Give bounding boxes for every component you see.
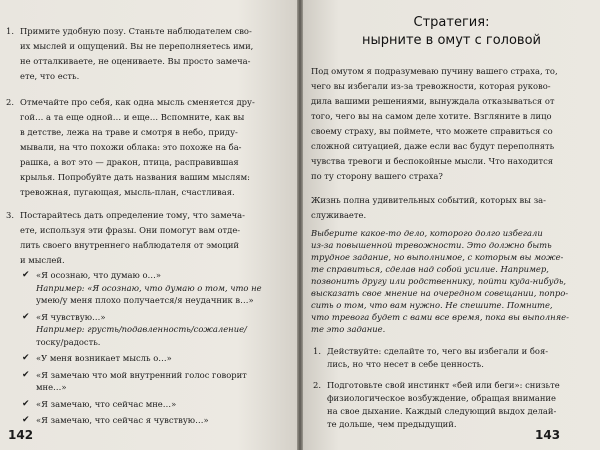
left-item1-number: 1.	[6, 26, 14, 36]
text-line: ете, используя эти фразы. Они помогут вам отде-	[20, 225, 241, 235]
text-line: умею/у меня плохо получается/я неудачник в…»	[36, 295, 254, 305]
text-line: «Я замечаю что мой внутренний голос говорит	[36, 369, 247, 380]
check-icon: ✔	[22, 270, 30, 280]
text-line: Под омутом я подразумеваю пучину вашего страха, то,	[311, 66, 558, 76]
text-line: «Я замечаю, что сейчас я чувствую…»	[36, 415, 209, 425]
text-line: рашка, а вот это — дракон, птица, расправившая	[20, 157, 239, 167]
text-line: Подготовьте свой инстинкт «бей или беги»: снизьте	[327, 380, 560, 390]
text-line: ете, что есть.	[20, 71, 80, 81]
text-line: их мыслей и ощущений. Вы не переполняетесь ими,	[20, 41, 254, 51]
text-line: «Я замечаю, что сейчас мне…»	[36, 398, 177, 409]
page-number: 143	[535, 428, 561, 442]
text-line: те дольше, чем предыдущий.	[327, 419, 457, 429]
check-icon: ✔	[22, 369, 30, 380]
text-line: на свое дыхание. Каждый следующий выдох делай-	[327, 406, 557, 416]
check-icon: ✔	[22, 353, 30, 363]
text-line: тоску/радость.	[36, 336, 101, 347]
check-icon: ✔	[22, 311, 30, 322]
text-line: лить своего внутреннего наблюдателя от эмоций	[20, 240, 240, 250]
text-line: чего вы избегали из-за тревожности, которая руково-	[311, 81, 551, 91]
text-line: «У меня возникает мысль о…»	[36, 353, 172, 363]
left-item2-number: 2.	[6, 97, 14, 107]
text-line: позвонить другу или родственнику, пойти куда-нибудь,	[311, 276, 567, 286]
text-line: своему страху, вы поймете, что можете справиться со	[311, 126, 553, 136]
text-line: трудное задание, но выполнимое, с которым вы може-	[311, 252, 564, 262]
text-line: Действуйте: сделайте то, чего вы избегали и боя-	[327, 346, 549, 356]
text-line: того, чего вы на самом деле хотите. Взгляните в лицо	[311, 111, 552, 121]
text-line: физиологическое возбуждение, обращая внимание	[327, 393, 556, 403]
text-line: лись, но что несет в себе ценность.	[327, 359, 484, 369]
text-line: крылья. Попробуйте дать названия вашим мыслям:	[20, 172, 250, 182]
section-title-line2: нырните в омут с головой	[361, 33, 541, 48]
right-item2-number: 2.	[313, 380, 321, 390]
text-line: в детстве, лежа на траве и смотря в небо, приду-	[20, 127, 238, 137]
check-icon: ✔	[22, 415, 30, 425]
text-line: сложной ситуацией, даже если вас будут переполнять	[311, 141, 555, 151]
text-line: чувства тревоги и беспокойные мысли. Что находится	[311, 156, 554, 166]
text-line: Постарайтесь дать определение тому, что замеча-	[20, 210, 245, 220]
text-line: не отталкиваете, не оцениваете. Вы просто замеча-	[20, 56, 251, 66]
text-line: высказать свое мнение на очередном совещании, попро-	[311, 288, 569, 298]
section-title-line1: Стратегия:	[413, 15, 490, 30]
text-line: что тревога будет с вами все время, пока вы выполняе-	[311, 312, 569, 322]
text-line: Выберите какое-то дело, которого долго избегали	[311, 228, 543, 238]
text-line: служиваете.	[311, 210, 367, 220]
text-line: Например: грусть/подавленность/сожаление/	[36, 324, 247, 334]
text-line: Отмечайте про себя, как одна мысль сменяется дру-	[20, 97, 255, 107]
text-line: по ту сторону вашего страха?	[311, 171, 443, 181]
left-item3-number: 3.	[6, 210, 14, 220]
text-line: те справиться, сделав над собой усилие. Например,	[311, 264, 549, 274]
text-line: те это задание.	[311, 324, 386, 334]
text-line: из-за повышенной тревожности. Это должно быть	[311, 240, 552, 250]
right-page	[303, 0, 600, 450]
left-page	[0, 0, 297, 450]
right-item1-number: 1.	[313, 346, 321, 356]
text-line: мне…»	[36, 382, 67, 392]
text-line: сить о том, что вам нужно. Не спешите. Помните,	[311, 300, 553, 310]
text-line: тревожная, пугающая, мысль-план, счастливая.	[20, 187, 235, 197]
text-line: дила вашими решениями, вынуждала отказываться от	[311, 96, 555, 106]
text-line: мывали, на что похожи облака: это похоже на ба-	[20, 142, 242, 152]
check-icon: ✔	[22, 398, 30, 409]
text-line: гой… а та еще одной… и еще… Вспомните, как вы	[20, 112, 245, 122]
text-line: Например: «Я осознаю, что думаю о том, что не	[36, 282, 262, 293]
page-number: 142	[8, 428, 34, 442]
text-line: «Я чувствую…»	[36, 311, 106, 322]
text-line: и мыслей.	[20, 255, 65, 265]
text-line: «Я осознаю, что думаю о…»	[36, 270, 162, 280]
text-line: Примите удобную позу. Станьте наблюдателем сво-	[20, 26, 252, 36]
text-line: Жизнь полна удивительных событий, которых вы за-	[311, 195, 546, 205]
